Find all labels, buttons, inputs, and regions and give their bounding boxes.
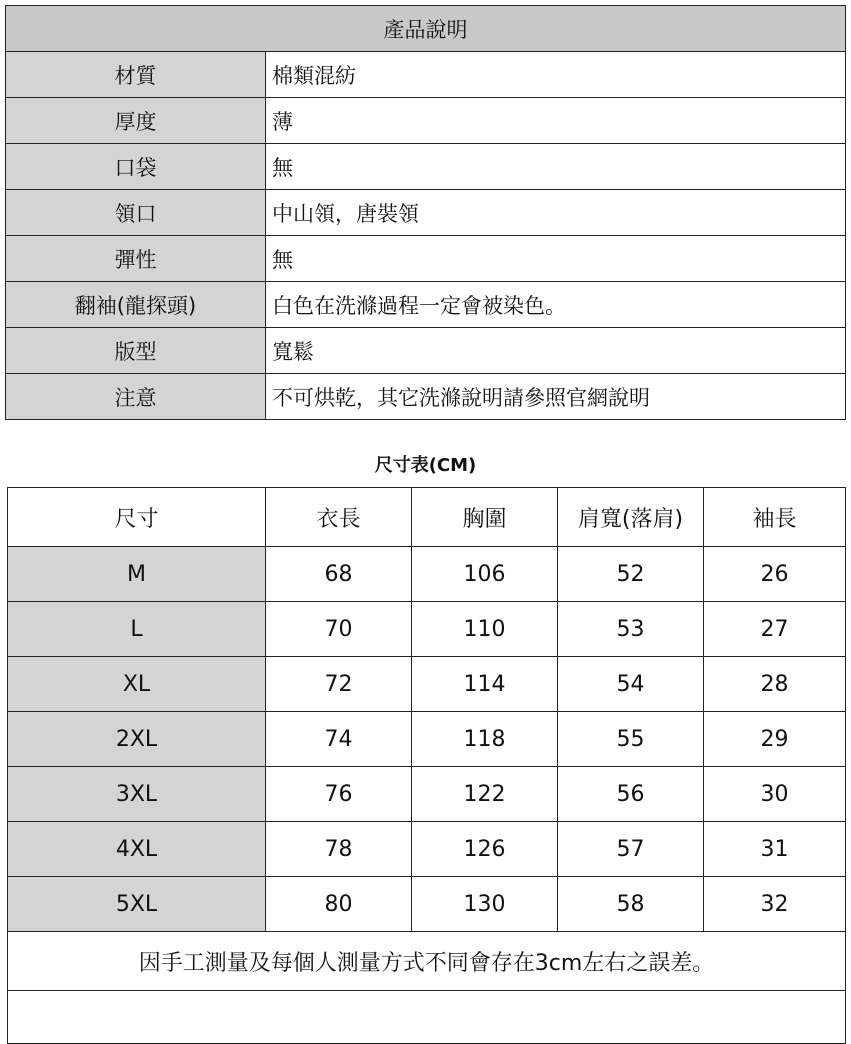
table-cell: 32 <box>704 877 846 932</box>
size-cell: 2XL <box>8 712 266 767</box>
row-value: 薄 <box>266 98 846 144</box>
row-value: 白色在洗滌過程一定會被染色。 <box>266 282 846 328</box>
row-value: 棉類混紡 <box>266 52 846 98</box>
table-cell: 55 <box>558 712 704 767</box>
table-cell: 74 <box>266 712 412 767</box>
table-cell: 27 <box>704 602 846 657</box>
size-row <box>8 822 846 877</box>
row-value: 不可烘乾，其它洗滌說明請參照官網說明 <box>266 374 846 420</box>
column-header: 衣長 <box>266 488 412 547</box>
table-cell: 29 <box>704 712 846 767</box>
row-value: 無 <box>266 236 846 282</box>
table-cell: 53 <box>558 602 704 657</box>
size-note-row <box>8 932 846 991</box>
product-description-table <box>5 5 846 420</box>
table-cell: 26 <box>704 547 846 602</box>
size-row <box>8 877 846 932</box>
table-cell: 31 <box>704 822 846 877</box>
table-cell: 68 <box>266 547 412 602</box>
description-title: 產品說明 <box>6 6 846 52</box>
size-chart-title: 尺寸表(CM) <box>374 455 477 476</box>
row-value: 寬鬆 <box>266 328 846 374</box>
blank-cell <box>8 991 846 1044</box>
table-cell: 110 <box>412 602 558 657</box>
row-value: 中山領，唐裝領 <box>266 190 846 236</box>
row-label: 翻袖(龍探頭) <box>6 282 266 328</box>
size-cell: 4XL <box>8 822 266 877</box>
description-row-elasticity <box>6 236 846 282</box>
size-chart-table <box>7 487 846 1044</box>
description-header-row <box>6 6 846 52</box>
table-cell: 106 <box>412 547 558 602</box>
table-cell: 52 <box>558 547 704 602</box>
row-label: 口袋 <box>6 144 266 190</box>
table-cell: 118 <box>412 712 558 767</box>
description-row-thickness <box>6 98 846 144</box>
column-header: 胸圍 <box>412 488 558 547</box>
table-cell: 54 <box>558 657 704 712</box>
description-row-material <box>6 52 846 98</box>
size-cell: 5XL <box>8 877 266 932</box>
description-row-collar <box>6 190 846 236</box>
size-cell: L <box>8 602 266 657</box>
size-cell: M <box>8 547 266 602</box>
blank-row <box>8 991 846 1044</box>
row-label: 注意 <box>6 374 266 420</box>
description-row-fit <box>6 328 846 374</box>
table-cell: 114 <box>412 657 558 712</box>
column-header: 尺寸 <box>8 488 266 547</box>
table-cell: 78 <box>266 822 412 877</box>
size-header-row <box>8 488 846 547</box>
size-row <box>8 767 846 822</box>
table-cell: 56 <box>558 767 704 822</box>
row-label: 領口 <box>6 190 266 236</box>
size-row <box>8 602 846 657</box>
table-cell: 30 <box>704 767 846 822</box>
row-label: 厚度 <box>6 98 266 144</box>
row-label: 彈性 <box>6 236 266 282</box>
description-row-pocket <box>6 144 846 190</box>
table-cell: 126 <box>412 822 558 877</box>
row-value: 無 <box>266 144 846 190</box>
table-cell: 76 <box>266 767 412 822</box>
size-row <box>8 547 846 602</box>
description-row-cuff <box>6 282 846 328</box>
size-row <box>8 657 846 712</box>
row-label: 版型 <box>6 328 266 374</box>
table-cell: 130 <box>412 877 558 932</box>
size-cell: XL <box>8 657 266 712</box>
table-cell: 122 <box>412 767 558 822</box>
table-cell: 57 <box>558 822 704 877</box>
table-cell: 70 <box>266 602 412 657</box>
table-cell: 28 <box>704 657 846 712</box>
measurement-note: 因手工測量及每個人測量方式不同會存在3cm左右之誤差。 <box>8 932 846 991</box>
description-row-notice <box>6 374 846 420</box>
table-cell: 58 <box>558 877 704 932</box>
size-cell: 3XL <box>8 767 266 822</box>
size-row <box>8 712 846 767</box>
column-header: 肩寬(落肩) <box>558 488 704 547</box>
table-cell: 72 <box>266 657 412 712</box>
table-cell: 80 <box>266 877 412 932</box>
row-label: 材質 <box>6 52 266 98</box>
column-header: 袖長 <box>704 488 846 547</box>
